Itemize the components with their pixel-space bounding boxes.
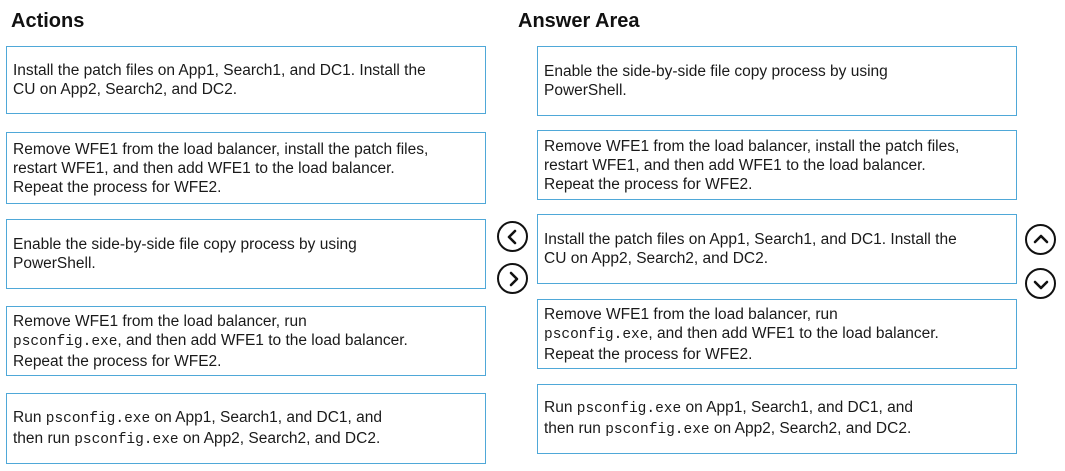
action-item-line: then run <box>13 429 75 447</box>
answer-item-text <box>544 305 939 364</box>
chevron-right-icon <box>505 271 521 287</box>
answer-item-line: then run <box>544 420 606 437</box>
answer-item-text <box>544 398 913 440</box>
action-item-text <box>13 312 408 371</box>
answer-item-line: on App2, Search2, and DC2. <box>709 420 912 437</box>
action-item-remove-wfe-install-patch[interactable] <box>6 132 486 204</box>
answer-item-line: Remove WFE1 from the load balancer, install the patch files, <box>544 137 960 155</box>
answer-item-run-psconfig[interactable] <box>537 384 1017 454</box>
answer-item-install-patch[interactable] <box>537 214 1017 284</box>
action-item-line: CU on App2, Search2, and DC2. <box>13 81 238 98</box>
action-item-line: restart WFE1, and then add WFE1 to the load balancer. <box>13 159 395 177</box>
answer-item-line: Run <box>544 399 577 416</box>
action-item-remove-wfe-run-psconfig[interactable] <box>6 306 486 376</box>
answer-item-line: , and then add WFE1 to the load balancer. <box>648 324 939 342</box>
answer-item-line: Repeat the process for WFE2. <box>544 175 753 193</box>
action-item-line: Repeat the process for WFE2. <box>13 352 222 370</box>
answer-item-remove-wfe-install-patch[interactable] <box>537 130 1017 200</box>
action-item-text <box>13 61 426 99</box>
answer-item-line: Enable the side-by-side file copy process by using <box>544 63 888 80</box>
action-item-line: on App2, Search2, and DC2. <box>178 429 381 447</box>
action-item-line: Repeat the process for WFE2. <box>13 178 222 196</box>
code-span: psconfig.exe <box>576 401 682 417</box>
answer-item-line: Repeat the process for WFE2. <box>544 345 753 363</box>
action-item-text <box>13 140 428 197</box>
answer-item-line: CU on App2, Search2, and DC2. <box>544 250 769 267</box>
actions-heading: Actions <box>11 10 85 32</box>
answer-item-text <box>544 230 957 268</box>
answer-item-line: on App1, Search1, and DC1, and <box>681 399 913 416</box>
action-item-line: Remove WFE1 from the load balancer, run <box>13 312 307 330</box>
move-up-button[interactable] <box>1025 224 1056 255</box>
chevron-down-icon <box>1033 276 1049 292</box>
answer-item-remove-wfe-run-psconfig[interactable] <box>537 299 1017 369</box>
answer-item-enable-side-by-side[interactable] <box>537 46 1017 116</box>
code-span: psconfig.exe <box>13 333 118 350</box>
move-down-button[interactable] <box>1025 268 1056 299</box>
action-item-install-patch[interactable] <box>6 46 486 114</box>
answer-area-heading: Answer Area <box>518 10 640 32</box>
chevron-left-icon <box>505 229 521 245</box>
answer-item-text <box>544 137 959 194</box>
action-item-line: , and then add WFE1 to the load balancer. <box>117 331 408 349</box>
action-item-line: Enable the side-by-side file copy process by using <box>13 236 357 253</box>
answer-item-text <box>544 62 888 100</box>
answer-item-line: restart WFE1, and then add WFE1 to the load balancer. <box>544 156 926 174</box>
action-item-line: PowerShell. <box>13 255 96 272</box>
action-item-line: Run <box>13 408 46 426</box>
action-item-text <box>13 235 357 273</box>
code-span: psconfig.exe <box>544 326 649 343</box>
action-item-enable-side-by-side[interactable] <box>6 219 486 289</box>
action-item-line: Remove WFE1 from the load balancer, install the patch files, <box>13 140 429 158</box>
action-item-text <box>13 408 382 450</box>
action-item-line: Install the patch files on App1, Search1, and DC1. Install the <box>13 62 426 79</box>
move-left-button[interactable] <box>497 221 528 252</box>
code-span: psconfig.exe <box>605 422 710 438</box>
action-item-line: on App1, Search1, and DC1, and <box>150 408 382 426</box>
code-span: psconfig.exe <box>45 410 151 427</box>
move-right-button[interactable] <box>497 263 528 294</box>
answer-item-line: PowerShell. <box>544 82 627 99</box>
code-span: psconfig.exe <box>74 431 179 448</box>
action-item-run-psconfig[interactable] <box>6 393 486 464</box>
answer-item-line: Remove WFE1 from the load balancer, run <box>544 305 838 323</box>
chevron-up-icon <box>1033 232 1049 248</box>
answer-item-line: Install the patch files on App1, Search1, and DC1. Install the <box>544 231 957 248</box>
